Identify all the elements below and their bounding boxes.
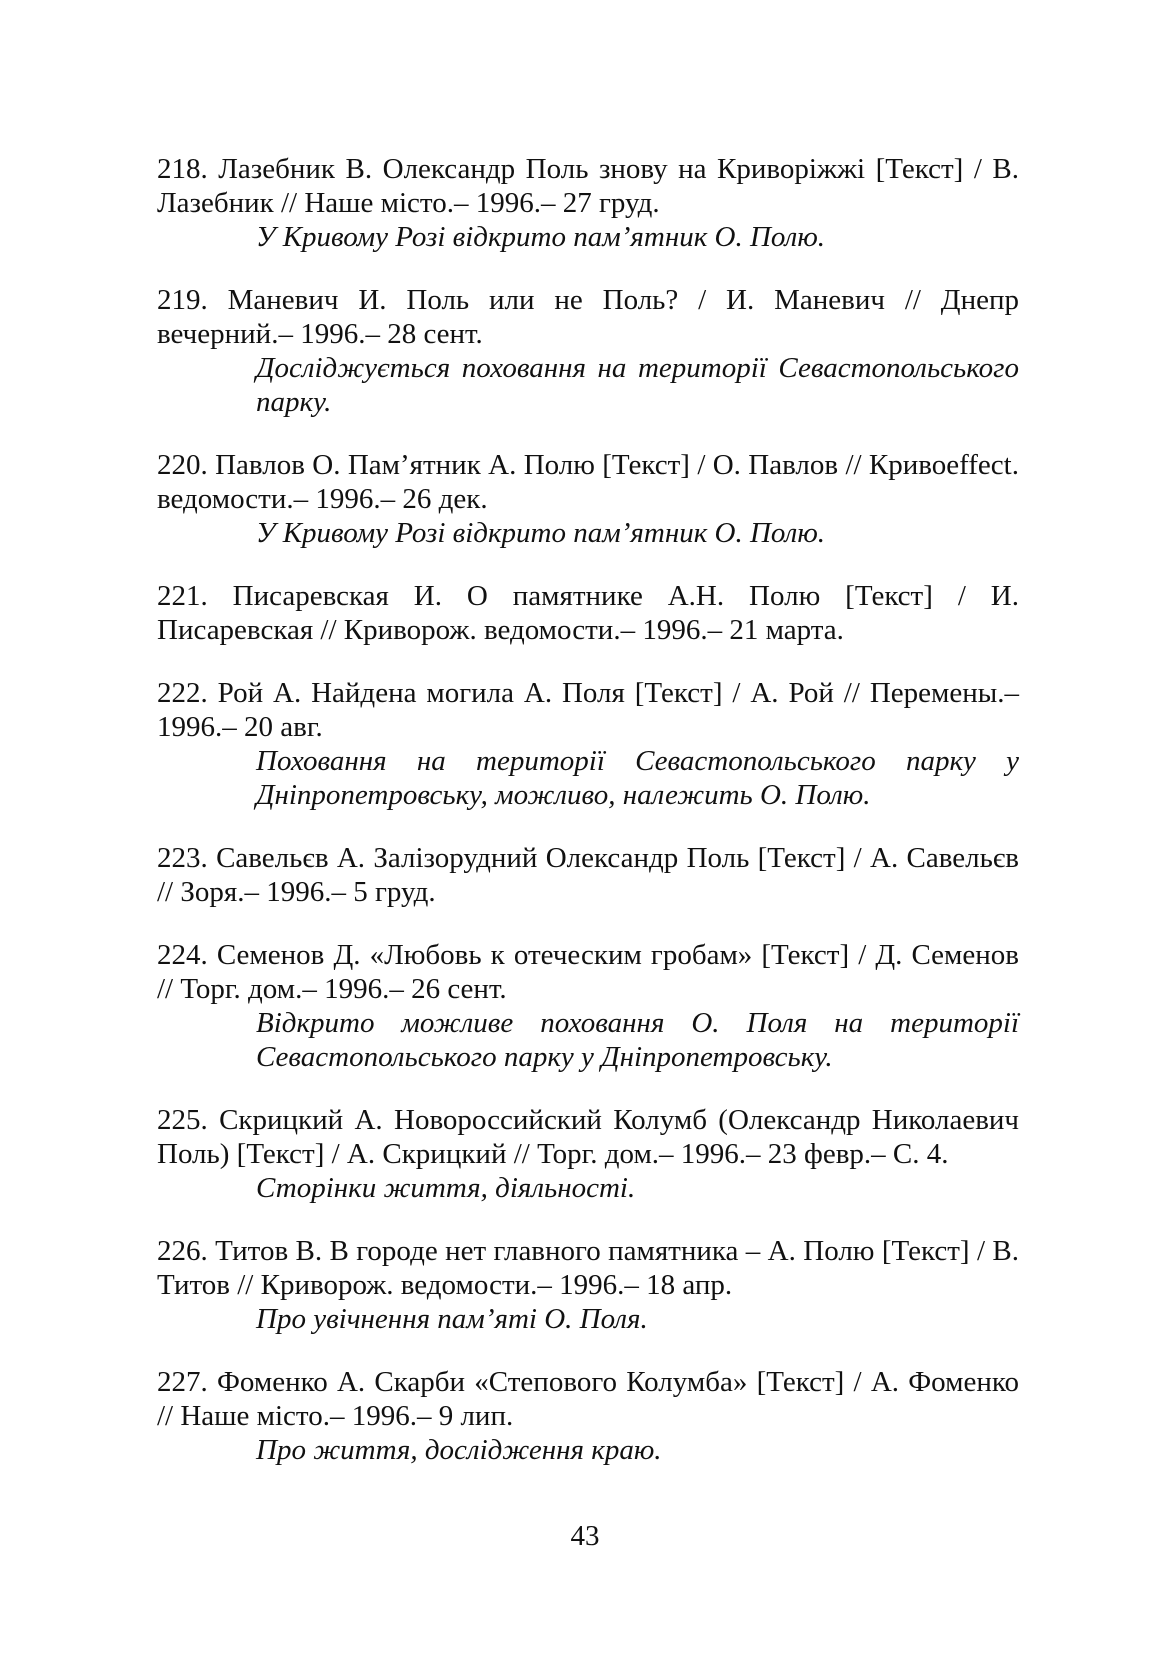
entry-annotation: Досліджується поховання на території Севастопольського парку. [256,352,1019,418]
entry-citation: 219. Маневич И. Поль или не Поль? / И. Маневич // Днепр вечерний.– 1996.– 28 сент. [157,284,1019,350]
entry-citation: 218. Лазебник В. Олександр Поль знову на Криворіжжі [Текст] / В. Лазебник // Наше місто.– 1996.– 27 груд. [157,153,1019,219]
bibliography-entry-226 [157,1234,1019,1336]
bibliography-entry-225 [157,1103,1019,1205]
entry-annotation: У Кривому Розі відкрито пам’ятник О. Полю. [256,221,826,253]
entry-citation: 223. Савельєв А. Залізорудний Олександр Поль [Текст] / А. Савельєв // Зоря.– 1996.– 5 груд. [157,842,1019,908]
bibliography-entry-222 [157,676,1019,812]
bibliography-entry-218 [157,152,1019,254]
entry-citation: 220. Павлов О. Пам’ятник А. Полю [Текст] / О. Павлов // Кривоeffect. ведомости.– 1996.– 26 дек. [157,449,1019,515]
entry-citation: 224. Семенов Д. «Любовь к отеческим гробам» [Текст] / Д. Семенов // Торг. дом.– 1996.– 26 сент. [157,939,1019,1005]
entry-annotation: Відкрито можливе поховання О. Поля на території Севастопольського парку у Дніпропетровську. [256,1007,1019,1073]
bibliography-entry-223 [157,841,1019,909]
page-number: 43 [570,1520,600,1552]
bibliography-entry-219 [157,283,1019,419]
entry-citation: 222. Рой А. Найдена могила А. Поля [Текст] / А. Рой // Перемены.– 1996.– 20 авг. [157,677,1019,743]
entry-citation: 226. Титов В. В городе нет главного памятника – А. Полю [Текст] / В. Титов // Криворож. ведомости.– 1996.– 18 апр. [157,1235,1019,1301]
entry-citation: 221. Писаревская И. О памятнике А.Н. Полю [Текст] / И. Писаревская // Криворож. ведомости.– 1996.– 21 марта. [157,580,1019,646]
entry-annotation: Поховання на території Севастопольського парку у Дніпропетровську, можливо, належить О. Полю. [256,745,1019,811]
bibliography-entry-227 [157,1365,1019,1467]
bibliography-entry-224 [157,938,1019,1074]
bibliography-entry-221 [157,579,1019,647]
entry-annotation: Про життя, дослідження краю. [256,1434,662,1466]
entry-annotation: Про увічнення пам’яті О. Поля. [256,1303,648,1335]
entry-citation: 225. Скрицкий А. Новороссийский Колумб (Олександр Николаевич Поль) [Текст] / А. Скрицкий // Торг. дом.– 1996.– 23 февр.– С. 4. [157,1104,1019,1170]
bibliography-entry-220 [157,448,1019,550]
entry-citation: 227. Фоменко А. Скарби «Степового Колумба» [Текст] / А. Фоменко // Наше місто.– 1996.– 9 лип. [157,1366,1019,1432]
entry-annotation: Сторінки життя, діяльності. [256,1172,636,1204]
entry-annotation: У Кривому Розі відкрито пам’ятник О. Полю. [256,517,826,549]
bibliography-list [157,152,1019,1496]
